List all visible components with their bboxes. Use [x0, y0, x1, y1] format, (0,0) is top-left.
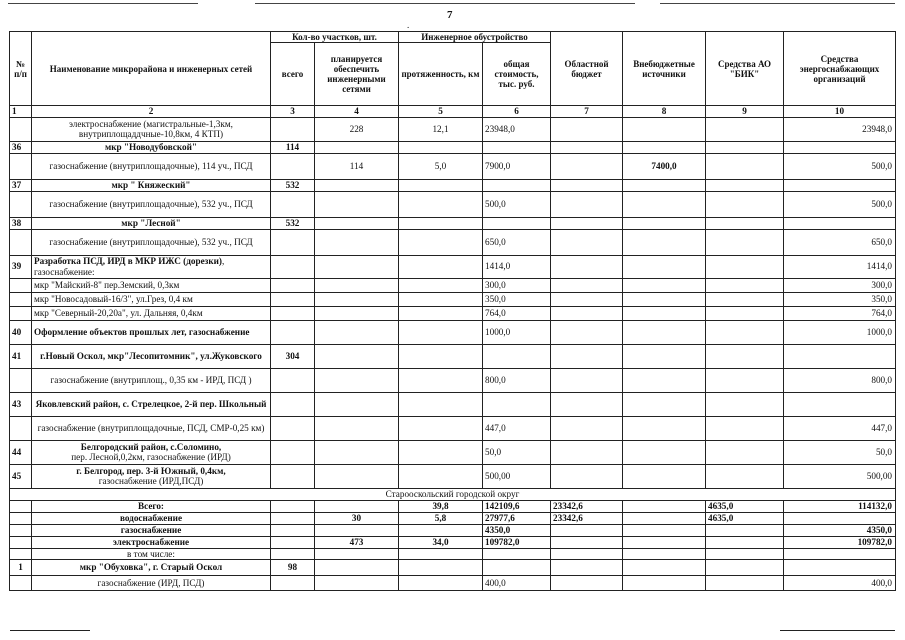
cell-energy: 800,0: [784, 368, 896, 392]
colnum: 9: [706, 106, 784, 118]
cell-regional: 23342,6: [551, 512, 623, 524]
cell-energy: 50,0: [784, 440, 896, 464]
header-length: протяженность, км: [399, 43, 483, 106]
table-row: [10, 306, 896, 320]
colnum: 6: [483, 106, 551, 118]
cell-cost: 142109,6: [483, 500, 551, 512]
header-plots-total: всего: [271, 43, 315, 106]
table-row: [10, 191, 896, 217]
cell-length: 34,0: [399, 536, 483, 548]
top-rule-right: [660, 3, 895, 4]
table-row: [10, 255, 896, 278]
cell-regional: 23342,6: [551, 500, 623, 512]
row-num: 38: [10, 217, 32, 229]
cell-cost: 1000,0: [483, 320, 551, 344]
table-row: [10, 292, 896, 306]
cell-total: 532: [271, 179, 315, 191]
header-plots-group: Кол-во участков, шт.: [271, 32, 399, 43]
top-rule-center: [255, 3, 635, 4]
table-row: [10, 344, 896, 368]
cell-cost: 800,0: [483, 368, 551, 392]
row-num: 1: [10, 560, 32, 576]
cell-bik: 4635,0: [706, 512, 784, 524]
row-name: [32, 255, 271, 278]
cell-cost: 23948,0: [483, 117, 551, 141]
row-name-normal: газоснабжение (ИРД,ПСД): [98, 476, 204, 486]
cell-energy: 650,0: [784, 229, 896, 255]
section-title: Старооскольский городской округ: [10, 488, 896, 500]
row-name: мкр " Княжеский": [32, 179, 271, 191]
table-row: [10, 368, 896, 392]
row-name: мкр "Обуховка", г. Старый Оскол: [32, 560, 271, 576]
section-row: [10, 488, 896, 500]
cell-cost: 400,0: [483, 576, 551, 591]
cell-cost: 300,0: [483, 278, 551, 292]
table-row: [10, 560, 896, 576]
infrastructure-table: [9, 31, 896, 591]
row-num: 45: [10, 464, 32, 488]
header-row-1: [10, 32, 896, 43]
colnum: 3: [271, 106, 315, 118]
cell-energy: 400,0: [784, 576, 896, 591]
table-row: [10, 548, 896, 560]
table-row: [10, 512, 896, 524]
row-name-normal: , газоснабжение:: [34, 256, 225, 277]
row-name: газоснабжение (ИРД, ПСД): [32, 576, 271, 591]
row-name: газоснабжение: [32, 524, 271, 536]
row-num: 36: [10, 141, 32, 153]
row-name: Оформление объектов прошлых лет, газоснабжение: [32, 320, 271, 344]
cell-length: 5,0: [399, 153, 483, 179]
cell-cost: 7900,0: [483, 153, 551, 179]
cell-planned: 114: [315, 153, 399, 179]
header-energy: Средства энергоснабжающих организаций: [784, 32, 896, 106]
cell-extrabudget: 7400,0: [623, 153, 706, 179]
top-rule-left: [8, 3, 198, 4]
cell-energy: 500,0: [784, 153, 896, 179]
row-num: 43: [10, 392, 32, 416]
row-name: [32, 440, 271, 464]
table-row: [10, 117, 896, 141]
colnum: 5: [399, 106, 483, 118]
colnum: 7: [551, 106, 623, 118]
colnum: 10: [784, 106, 896, 118]
cell-energy: 500,0: [784, 191, 896, 217]
cell-length: 39,8: [399, 500, 483, 512]
cell-energy: 4350,0: [784, 524, 896, 536]
cell-energy: 114132,0: [784, 500, 896, 512]
cell-cost: 350,0: [483, 292, 551, 306]
cell-energy: 300,0: [784, 278, 896, 292]
row-num: 39: [10, 255, 32, 278]
row-name: водоснабжение: [32, 512, 271, 524]
cell-planned: 30: [315, 512, 399, 524]
row-name: газоснабжение (внутриплощадочные, ПСД, СМР-0,25 км): [32, 416, 271, 440]
table-row: [10, 278, 896, 292]
footer-rule-left: [10, 630, 90, 631]
table-row: [10, 536, 896, 548]
header-regional: Областной бюджет: [551, 32, 623, 106]
row-name: мкр "Лесной": [32, 217, 271, 229]
page-number: 7: [447, 9, 453, 21]
cell-energy: 1000,0: [784, 320, 896, 344]
footer-rule-right: [780, 630, 895, 631]
cell-cost: 27977,6: [483, 512, 551, 524]
total-row: [10, 500, 896, 512]
cell-planned: 228: [315, 117, 399, 141]
header-name: Наименование микрорайона и инженерных сетей: [32, 32, 271, 106]
row-name-bold: Белгородский район, с.Соломино,: [80, 441, 222, 452]
row-name: мкр "Майский-8" пер.Земский, 0,3км: [32, 278, 271, 292]
cell-length: 5,8: [399, 512, 483, 524]
row-name-bold: Разработка ПСД, ИРД в МКР ИЖС (дорезки): [34, 256, 222, 266]
cell-energy: 1414,0: [784, 255, 896, 278]
cell-total: 532: [271, 217, 315, 229]
cell-total: 304: [271, 344, 315, 368]
cell-energy: 447,0: [784, 416, 896, 440]
table-row: [10, 440, 896, 464]
cell-cost: 109782,0: [483, 536, 551, 548]
colnum: 1: [10, 106, 32, 118]
row-name: газоснабжение (внутриплощадочные), 532 уч., ПСД: [32, 191, 271, 217]
row-name: мкр "Северный-20,20а", ул. Дальняя, 0,4км: [32, 306, 271, 320]
table-row: [10, 576, 896, 591]
cell-cost: 764,0: [483, 306, 551, 320]
row-name: электроснабжение: [32, 536, 271, 548]
table-row: [10, 229, 896, 255]
row-name: г.Новый Оскол, мкр"Лесопитомник", ул.Жуковского: [32, 344, 271, 368]
header-cost: общая стоимость, тыс. руб.: [483, 43, 551, 106]
colnum: 4: [315, 106, 399, 118]
cell-cost: 50,0: [483, 440, 551, 464]
row-name: Всего:: [32, 500, 271, 512]
header-bik: Средства АО "БИК": [706, 32, 784, 106]
table-row: [10, 141, 896, 153]
row-name: мкр "Новодубовской": [32, 141, 271, 153]
header-eng-group: Инженерное обустройство: [399, 32, 551, 43]
colnum: 2: [32, 106, 271, 118]
cell-energy: 23948,0: [784, 117, 896, 141]
row-name: электроснабжение (магистральные-1,3км, внутриплощаддчные-10,8км, 4 КТП): [32, 117, 271, 141]
cell-planned: 473: [315, 536, 399, 548]
cell-energy: 109782,0: [784, 536, 896, 548]
row-name-normal: пер. Лесной,0,2км, газоснабжение (ИРД): [71, 452, 231, 462]
cell-bik: 4635,0: [706, 500, 784, 512]
table-row: [10, 179, 896, 191]
cell-cost: 500,00: [483, 464, 551, 488]
cell-cost: 447,0: [483, 416, 551, 440]
table-row: [10, 524, 896, 536]
row-num: 41: [10, 344, 32, 368]
table-row: [10, 464, 896, 488]
table-row: [10, 153, 896, 179]
cell-cost: 500,0: [483, 191, 551, 217]
cell-cost: 1414,0: [483, 255, 551, 278]
colnum: 8: [623, 106, 706, 118]
row-name: [32, 464, 271, 488]
row-num: 37: [10, 179, 32, 191]
cell-total: 98: [271, 560, 315, 576]
row-name: газоснабжение (внутриплощ., 0,35 км - ИРД, ПСД ): [32, 368, 271, 392]
column-number-row: [10, 106, 896, 118]
cell-energy: 500,00: [784, 464, 896, 488]
table-row: [10, 217, 896, 229]
row-name: мкр "Новосадовый-16/3", ул.Грез, 0,4 км: [32, 292, 271, 306]
table-row: [10, 416, 896, 440]
header-num: № п/п: [10, 32, 32, 106]
table-row: [10, 392, 896, 416]
cell-length: 12,1: [399, 117, 483, 141]
cell-total: 114: [271, 141, 315, 153]
row-name: газоснабжение (внутриплощадочные), 532 уч., ПСД: [32, 229, 271, 255]
row-name: газоснабжение (внутриплощадочные), 114 уч., ПСД: [32, 153, 271, 179]
row-num: 40: [10, 320, 32, 344]
row-num: 44: [10, 440, 32, 464]
row-name-bold: г. Белгород, пер. 3-й Южный, 0,4км,: [76, 465, 226, 476]
header-plots-planned: планируется обеспечить инженерными сетями: [315, 43, 399, 106]
cell-cost: 650,0: [483, 229, 551, 255]
cell-energy: 764,0: [784, 306, 896, 320]
row-name: в том числе:: [32, 548, 271, 560]
header-extrabudget: Внебюджетные источники: [623, 32, 706, 106]
page-dot: .: [407, 20, 410, 30]
table-row: [10, 320, 896, 344]
cell-cost: 4350,0: [483, 524, 551, 536]
row-name: Яковлевский район, с. Стрелецкое, 2-й пер. Школьный: [32, 392, 271, 416]
cell-energy: 350,0: [784, 292, 896, 306]
